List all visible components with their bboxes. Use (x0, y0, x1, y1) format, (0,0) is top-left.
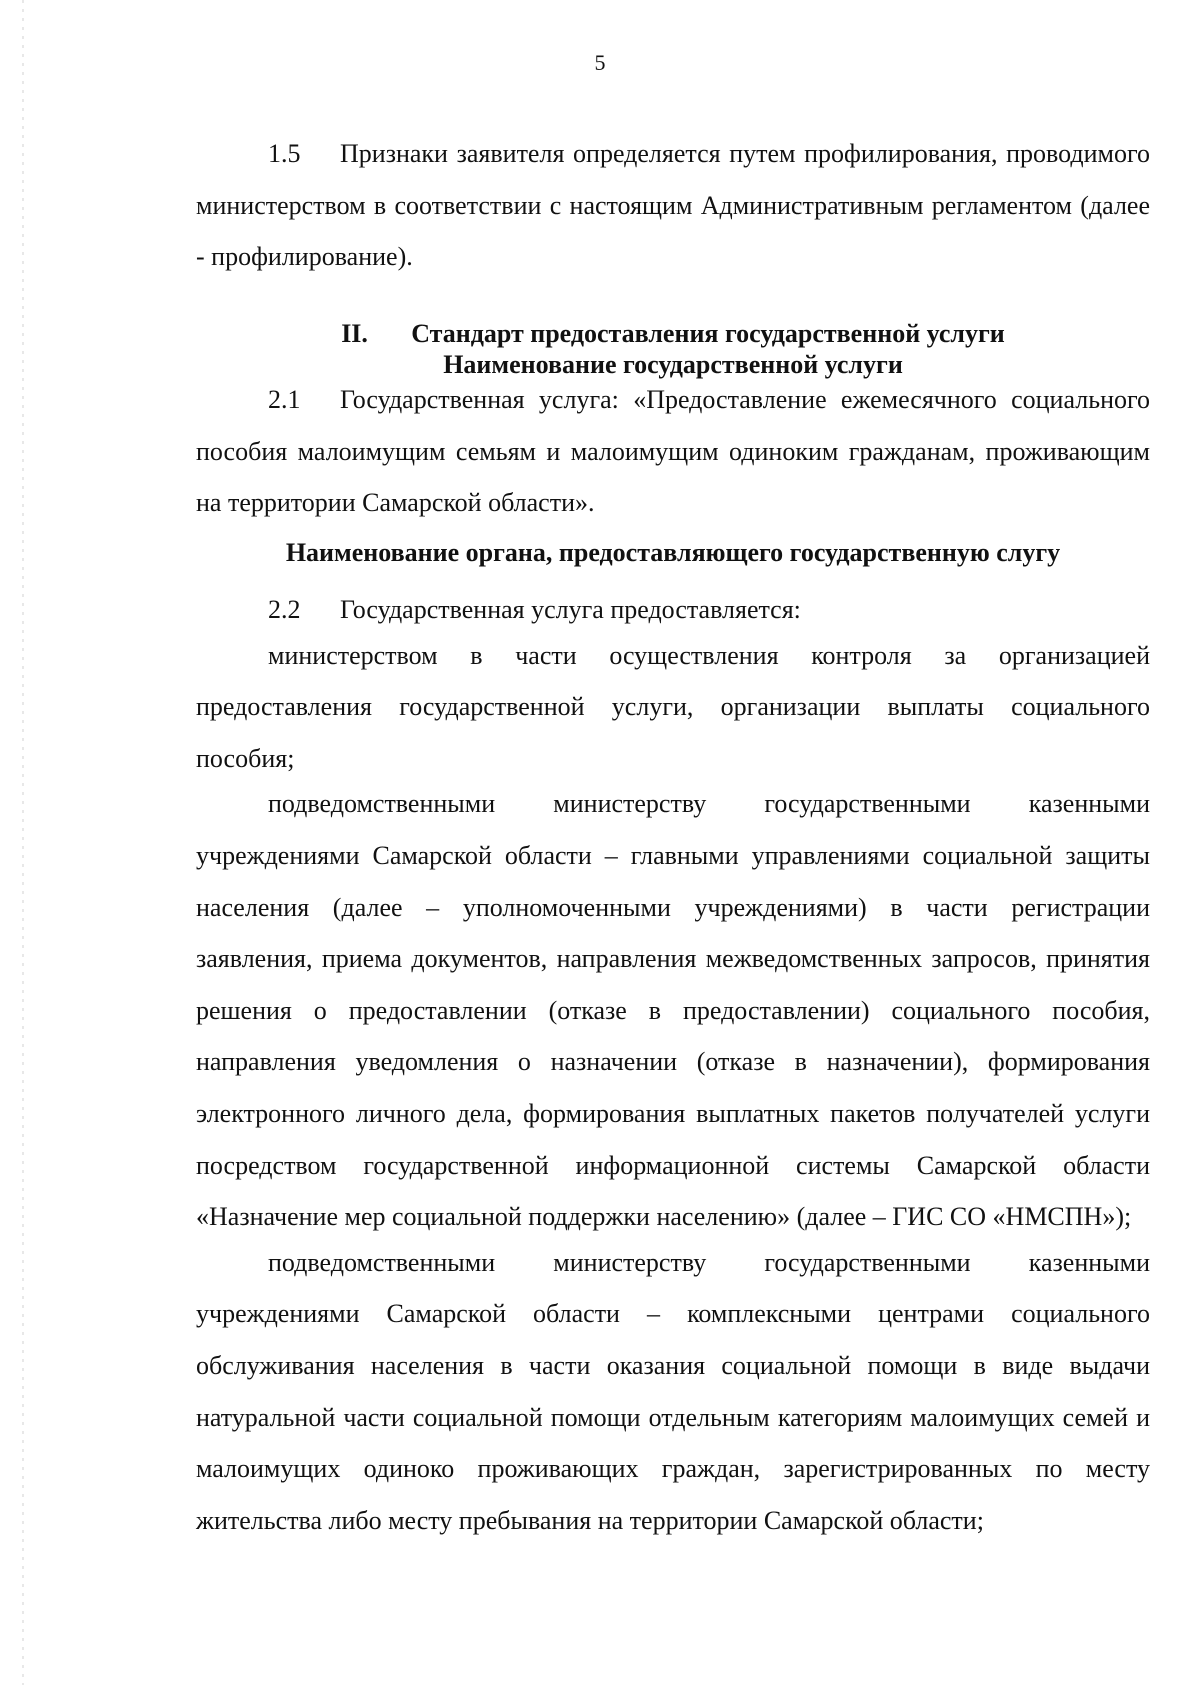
paragraph-ministry: министерством в части осуществления контроля за организацией предоставления государственной услуги, организации выплаты социального пособия; (196, 640, 1150, 773)
section-title: Стандарт предоставления государственной услуги (411, 319, 1005, 348)
paragraph-2-1 (196, 374, 1150, 529)
paragraph-1-5 (196, 128, 1150, 283)
paragraph-number: 1.5 (268, 139, 301, 168)
section-1-5 (196, 128, 1150, 283)
paragraph-social-protection: подведомственными министерству государственными казенными учреждениями Самарской области – главными управлениями социальной защиты населения (далее – уполномоченными учреждениями) в части регистрации заявления, приема документов, направления межведомственных запросов, принятия решения о предоставлении (отказе в предоставлении) социального пособия, направления уведомления о назначении (отказе в назначении), формирования электронного личного дела, формирования выплатных пакетов получателей услуги посредством государственной информационной системы Самарской области «Назначение мер социальной поддержки населению» (далее – ГИС СО «НМСПН»); (196, 789, 1150, 1232)
paragraph-2-2 (196, 584, 1150, 636)
scan-edge-noise (22, 0, 24, 1685)
paragraph-number: 2.2 (268, 595, 301, 624)
paragraph-text: Признаки заявителя определяется путем профилирования, проводимого министерством в соответствии с настоящим Административным регламентом (далее - профилирование). (196, 139, 1150, 272)
subsection-heading: Наименование органа, предоставляющего государственную слугу (285, 538, 1061, 567)
paragraph-service-centers: подведомственными министерству государственными казенными учреждениями Самарской области – комплексными центрами социального обслуживания населения в части оказания социальной помощи в виде выдачи натуральной части социальной помощи отдельным категориям малоимущих семей и малоимущих одиноко проживающих граждан, зарегистрированных по месту жительства либо месту пребывания на территории Самарской области; (196, 1247, 1150, 1535)
section-subtitle: Наименование государственной услуги (443, 350, 903, 379)
section-roman-numeral: II. (341, 319, 368, 348)
paragraph-2-1-block (196, 374, 1150, 529)
paragraph-text: Государственная услуга предоставляется: (340, 595, 801, 624)
section-heading (196, 318, 1150, 380)
page-number: 5 (594, 50, 606, 75)
paragraph-2-2-block (196, 584, 1150, 1546)
paragraph-number: 2.1 (268, 385, 301, 414)
paragraph-text: Государственная услуга: «Предоставление ежемесячного социального пособия малоимущим семьям и малоимущим одиноким гражданам, проживающим на территории Самарской области». (196, 385, 1150, 518)
